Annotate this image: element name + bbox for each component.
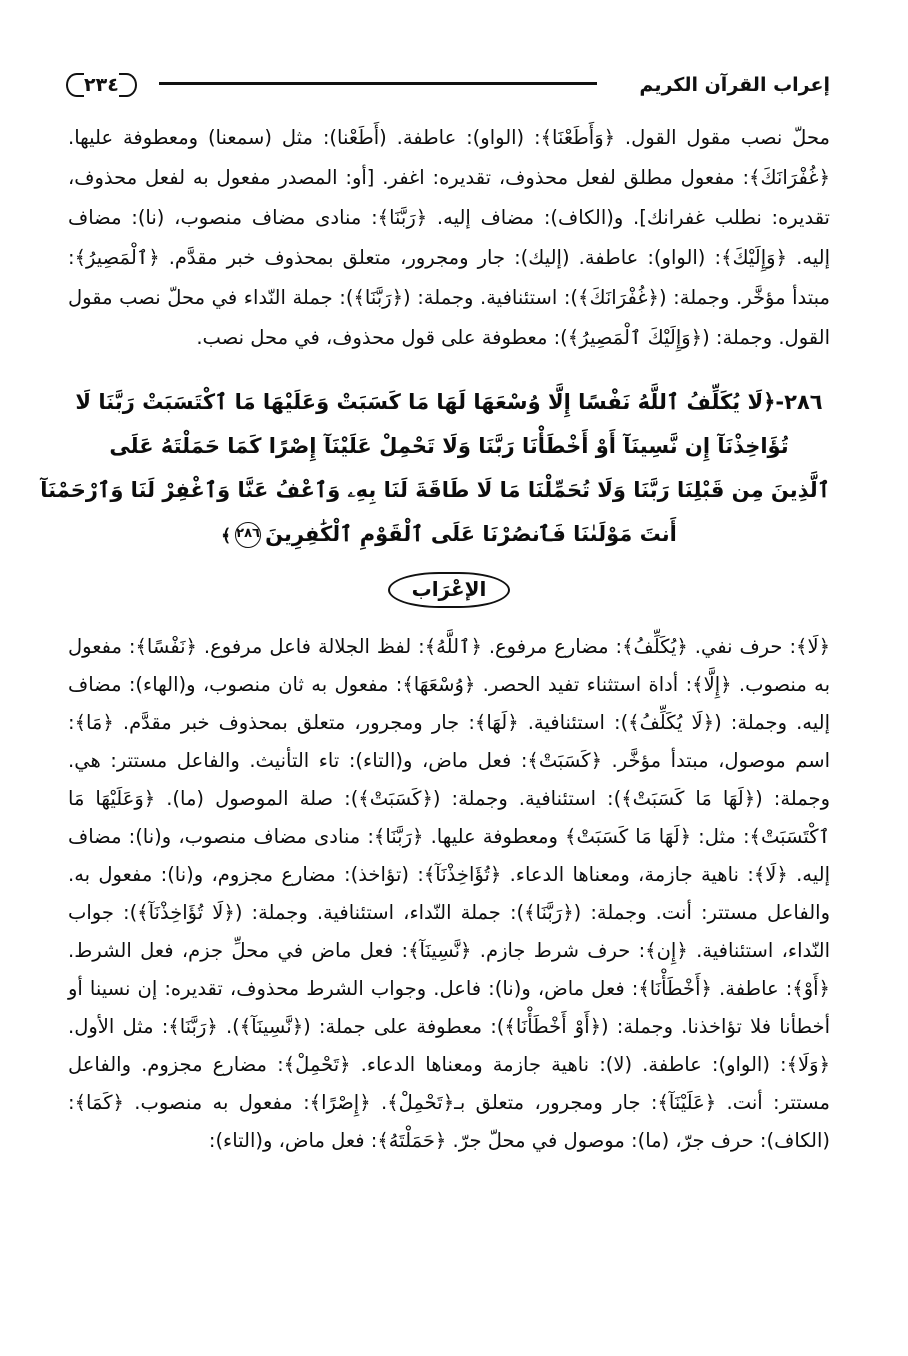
analysis-paragraph: ﴿لَا﴾: حرف نفي. ﴿يُكَلِّفُ﴾: مضارع مرفوع. ﴿ٱللَّهُ﴾: لفظ الجلالة فاعل مرفوع. ﴿نَفْسًا﴾: مفعول به منصوب. ﴿إِلَّا﴾: أداة استثناء تفيد الحصر. ﴿وُسْعَهَا﴾: مفعول به ثان منصوب، و(الهاء): مضاف إليه. وجملة: (﴿لَا يُكَلِّفُ﴾): استئنافية. ﴿لَهَا﴾: جار ومجرور، متعلق بمحذوف خبر مقدَّم. ﴿مَا﴾: اسم موصول، مبتدأ مؤخَّر. ﴿كَسَبَتْ﴾: فعل ماض، و(التاء): تاء التأنيث. والفاعل مستتر: هي. وجملة: (﴿لَهَا مَا كَسَبَتْ﴾): استئنافية. وجملة: (﴿كَسَبَتْ﴾): صلة الموصول (ما). ﴿وَعَلَيْهَا مَا ٱكْتَسَبَتْ﴾: مثل: ﴿لَهَا مَا كَسَبَتْ﴾ ومعطوفة عليها. ﴿رَبَّنَا﴾: منادى مضاف منصوب، و(نا): مضاف إليه. ﴿لَا﴾: ناهية جازمة، ومعناها الدعاء. ﴿تُؤَاخِذْنَآ﴾: (تؤاخذ): مضارع مجزوم، و(نا): مفعول به. والفاعل مستتر: أنت. وجملة: (﴿رَبَّنَا﴾): جملة النّداء، استئنافية. وجملة: (﴿لَا تُؤَاخِذْنَآ﴾): جواب النّداء، استئنافية. ﴿إِن﴾: حرف شرط جازم. ﴿نَّسِينَآ﴾: فعل ماض في محلِّ جزم، فعل الشرط. ﴿أَوْ﴾: عاطفة. ﴿أَخْطَأْنَا﴾: فعل ماض، و(نا): فاعل. وجواب الشرط محذوف، تقديره: إن نسينا أو أخطأنا فلا تؤاخذنا. وجملة: (﴿أَوْ أَخْطَأْنَا﴾): معطوفة على جملة: (﴿نَّسِينَآ﴾). ﴿رَبَّنَا﴾: مثل الأول. ﴿وَلَا﴾: (الواو): عاطفة. (لا): ناهية جازمة ومعناها الدعاء. ﴿تَحْمِلْ﴾: مضارع مجزوم. والفاعل مستتر: أنت. ﴿عَلَيْنَآ﴾: جار ومجرور، متعلق بـ﴿تَحْمِلْ﴾. ﴿إِصْرًا﴾: مفعول به منصوب. ﴿كَمَا﴾: (الكاف): حرف جرّ، (ما): موصول في محلّ جرّ. ﴿حَمَلْتَهُ﴾: فعل ماض، و(التاء): bbox=[68, 634, 830, 1152]
page-header bbox=[68, 62, 830, 108]
book-title: إعراب القرآن الكريم bbox=[639, 74, 830, 96]
page-number: ٢٣٤ bbox=[68, 72, 135, 98]
verse-closing-brace: ﴾ bbox=[221, 526, 232, 547]
verse-text-1: ﴿لَا يُكَلِّفُ ٱللَّهُ نَفْسًا إِلَّا وُسْعَهَا لَهَا مَا كَسَبَتْ وَعَلَيْهَا مَا ٱكْتَسَبَتْ رَبَّنَا لَا bbox=[75, 389, 776, 414]
section-heading-iraab: الإعْرَاب bbox=[388, 572, 511, 608]
verse-line-3: ٱلَّذِينَ مِن قَبْلِنَا رَبَّنَا وَلَا تُحَمِّلْنَا مَا لَا طَاقَةَ لَنَا بِهِۦ وَٱعْفُ عَنَّا وَٱغْفِرْ لَنَا وَٱرْحَمْنَآ bbox=[40, 478, 830, 502]
verse-line-1 bbox=[68, 380, 830, 424]
intro-paragraph: محلّ نصب مقول القول. ﴿وَأَطَعْنَا﴾: (الواو): عاطفة. (أَطَعْنا): مثل (سمعنا) ومعطوفة عليها. ﴿غُفْرَانَكَ﴾: مفعول مطلق لفعل محذوف، تقديره: اغفر. [أو: المصدر مفعول به لفعل محذوف، تقديره: نطلب غفرانك]. و(الكاف): مضاف إليه. ﴿رَبَّنَا﴾: منادى مضاف منصوب، (نا): مضاف إليه. ﴿وَإِلَيْكَ﴾: (الواو): عاطفة. (إليك): جار ومجرور، متعلق بمحذوف خبر مقدَّم. ﴿ٱلْمَصِيرُ﴾: مبتدأ مؤخَّر. وجملة: (﴿غُفْرَانَكَ﴾): استئنافية. وجملة: (﴿رَبَّنَا﴾): جملة النّداء في محلّ نصب مقول القول. وجملة: (﴿وَإِلَيْكَ ٱلْمَصِيرُ﴾): معطوفة على قول محذوف، في محل نصب. bbox=[68, 126, 830, 349]
verse-text-4: أَنتَ مَوْلَىٰنَا فَٱنصُرْنَا عَلَى ٱلْقَوْمِ ٱلْكَٰفِرِينَ bbox=[265, 522, 677, 547]
quran-verse-block bbox=[40, 380, 830, 556]
section-heading-row bbox=[68, 572, 830, 608]
verse-number-label: ٢٨٦- bbox=[775, 389, 823, 414]
header-divider bbox=[159, 82, 598, 85]
verse-line-2: تُؤَاخِذْنَآ إِن نَّسِينَآ أَوْ أَخْطَأْنَا رَبَّنَا وَلَا تَحْمِلْ عَلَيْنَآ إِصْرًا كَمَا حَمَلْتَهُ عَلَى bbox=[109, 433, 789, 458]
verse-line-4 bbox=[68, 512, 830, 556]
intro-section bbox=[68, 118, 830, 358]
ayah-number-marker: ٢٨٦ bbox=[235, 522, 261, 548]
analysis-section bbox=[68, 628, 830, 1160]
